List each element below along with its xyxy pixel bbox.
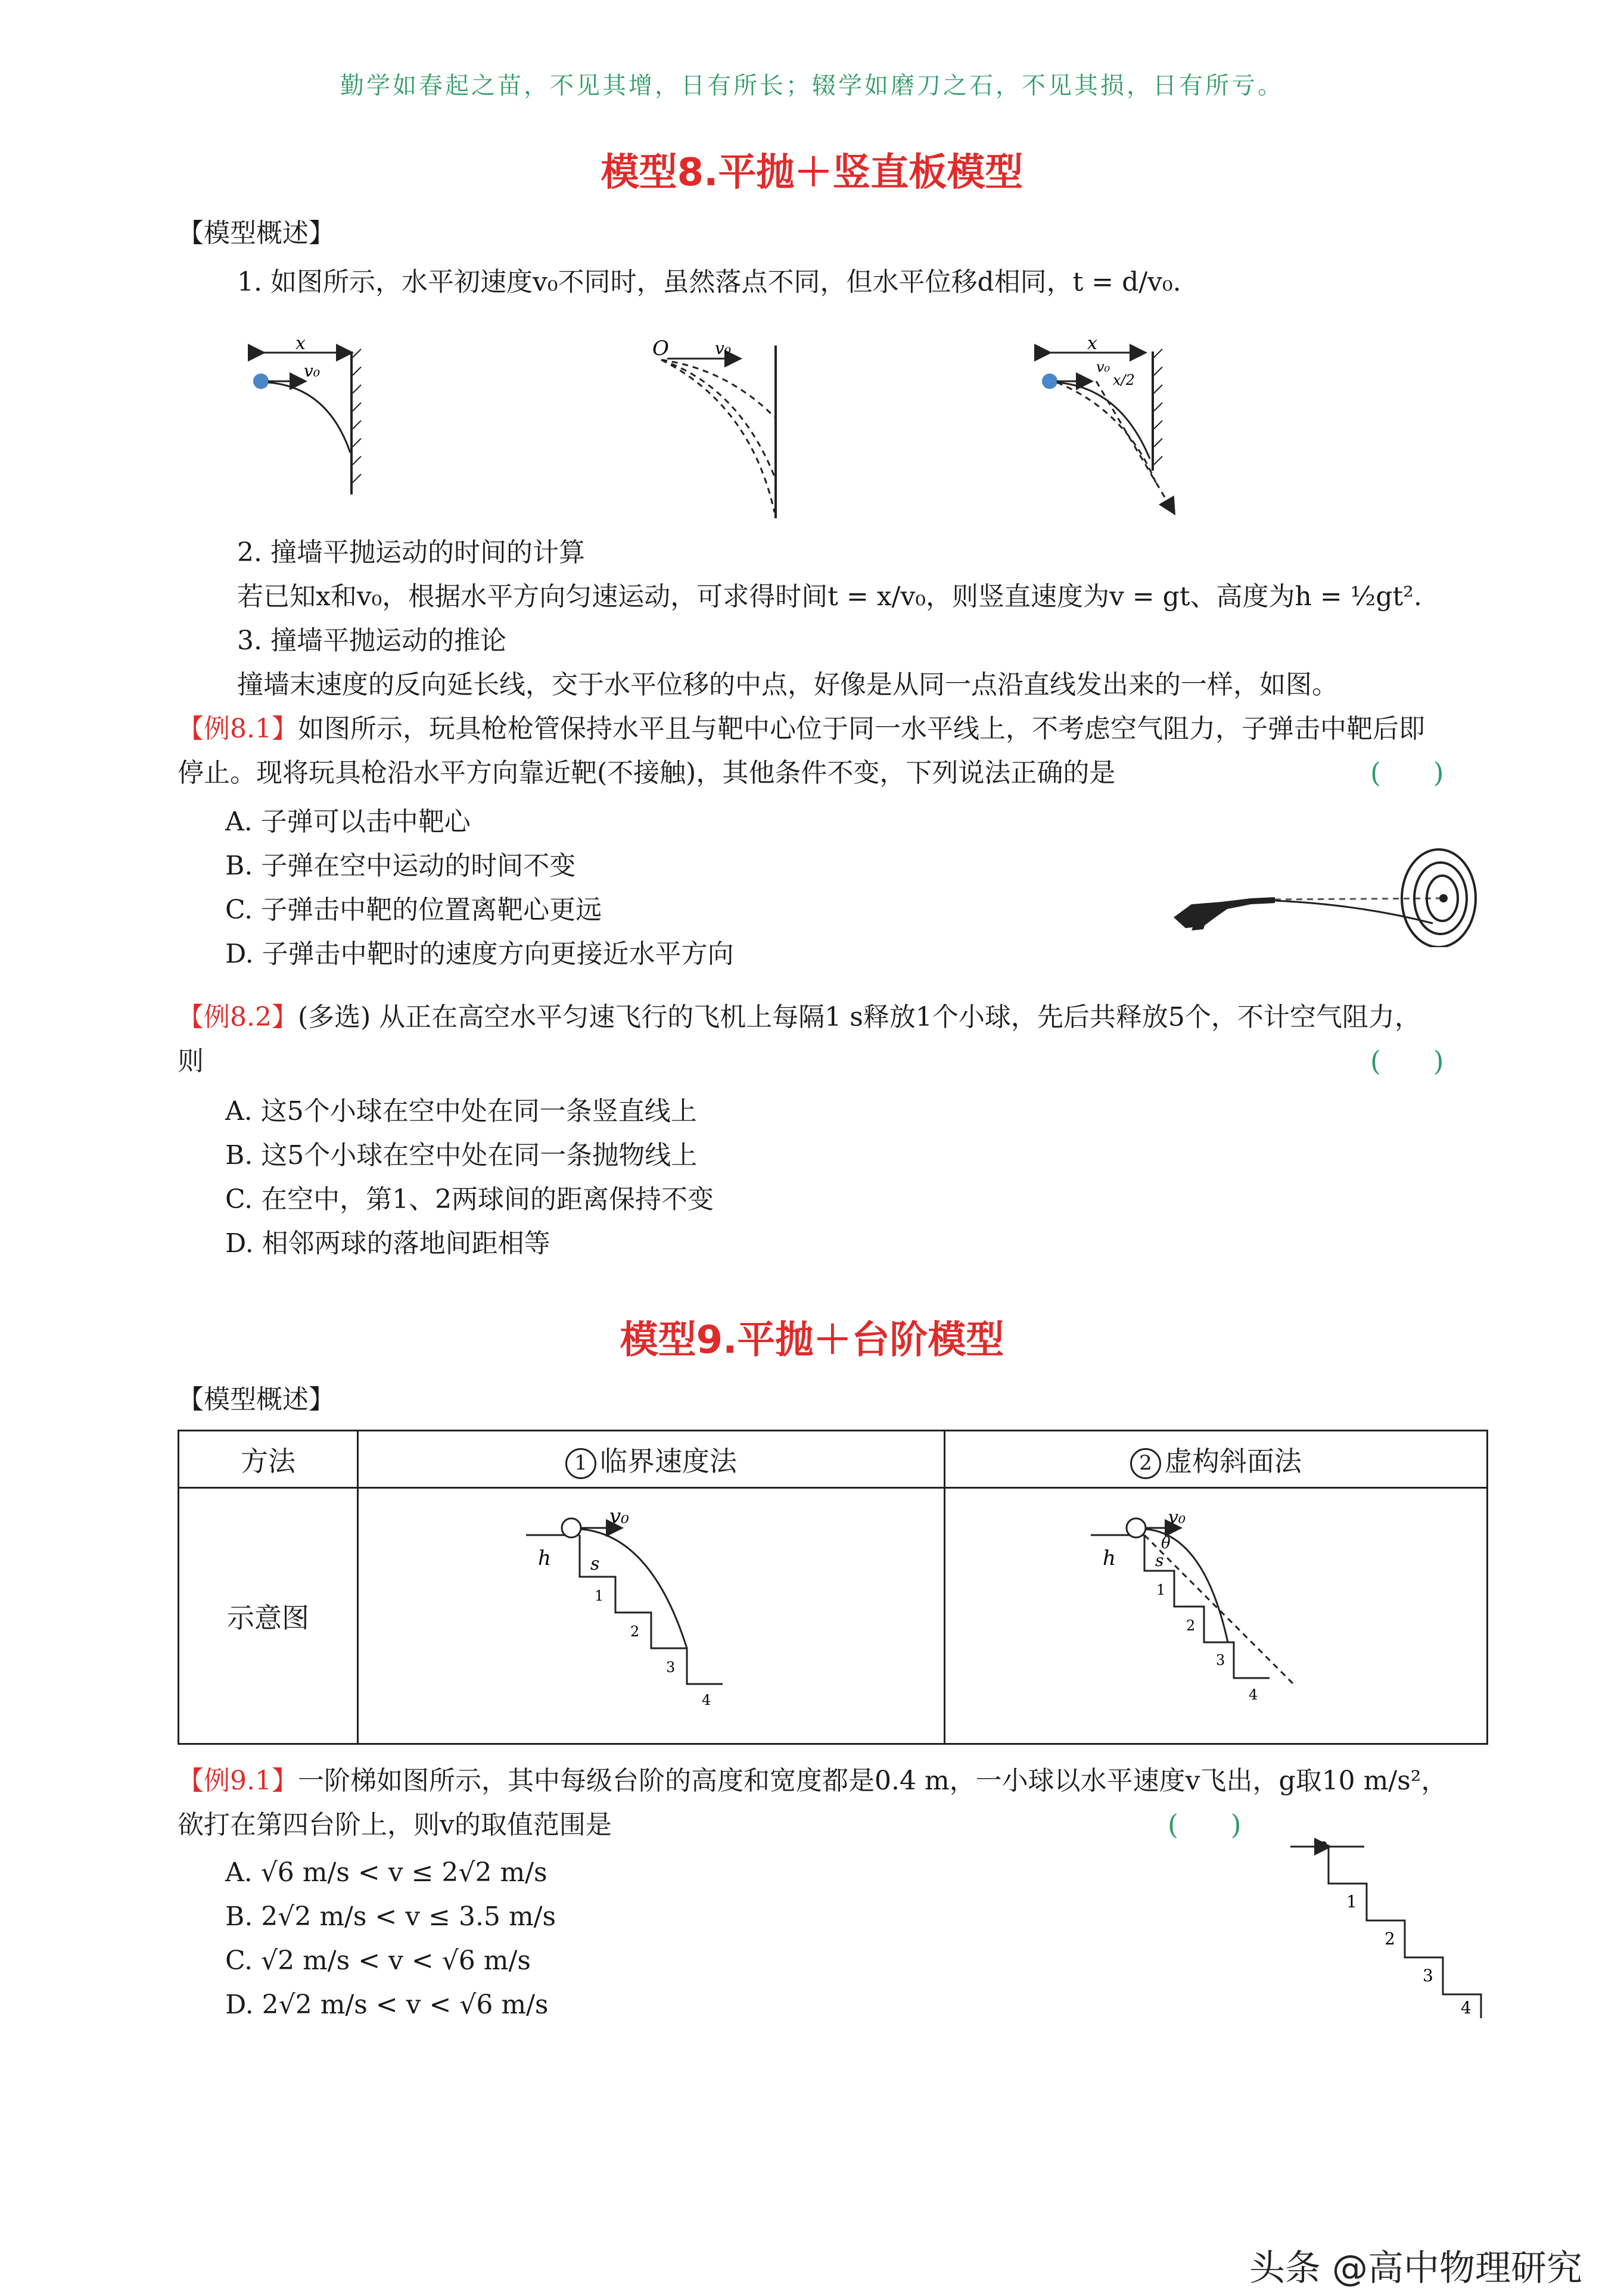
label-h: h	[538, 1546, 551, 1570]
step-1: 1	[595, 1587, 604, 1604]
step-4: 4	[1249, 1686, 1258, 1703]
model8-point3-body: 撞墙末速度的反向延长线，交于水平位移的中点，好像是从同一点沿直线发出来的一样，如图。	[237, 670, 1338, 700]
ex82-answer-paren: ( )	[1370, 1045, 1444, 1077]
circled-number: 1	[565, 1448, 596, 1479]
step-4: 4	[1461, 1998, 1471, 2018]
step-1: 1	[1156, 1582, 1166, 1598]
fig3-label-v0: v₀	[1096, 359, 1110, 375]
model8-point1: 1. 如图所示，水平初速度v₀不同时，虽然落点不同，但水平位移d相同，t = d/v₀.	[237, 267, 1181, 297]
fig3-label-x: x	[1087, 334, 1097, 354]
step-3: 3	[1423, 1966, 1433, 1985]
ex82-option-b[interactable]: B. 这5个小球在空中处在同一条抛物线上	[225, 1140, 698, 1171]
step-2: 2	[1186, 1617, 1196, 1634]
model8-point2-title: 2. 撞墙平抛运动的时间的计算	[237, 537, 585, 568]
fig1-label-v0: v₀	[304, 361, 321, 381]
ex91-option-d[interactable]: D. 2√2 m/s < v < √6 m/s	[225, 1990, 549, 2020]
ex81-option-a[interactable]: A. 子弹可以击中靶心	[225, 807, 471, 837]
figure-wall-3	[1042, 334, 1174, 512]
table-cell-virtual-slope-diagram	[945, 1488, 1488, 1744]
ex91-stem2: 欲打在第四台阶上，则v的取值范围是	[178, 1810, 612, 1840]
table-header-virtual-slope: 2 虚构斜面法	[945, 1431, 1488, 1488]
model8-point2-body: 若已知x和v₀，根据水平方向匀速运动，可求得时间t = x/v₀，则竖直速度为v = gt、高度为h = ½gt².	[237, 581, 1422, 612]
ex91-stem1: 一阶梯如图所示，其中每级台阶的高度和宽度都是0.4 m，一小球以水平速度v飞出，g取10 m/s²，	[297, 1766, 1448, 1796]
ex91-option-b[interactable]: B. 2√2 m/s < v ≤ 3.5 m/s	[225, 1901, 556, 1932]
step-2: 2	[630, 1623, 640, 1640]
ball-icon	[1042, 373, 1057, 389]
ex82-tag: 【例8.2】	[178, 1002, 298, 1032]
fig2-label-o: O	[652, 337, 669, 360]
step-4: 4	[702, 1692, 711, 1708]
critical-speed-diagram	[514, 1499, 788, 1726]
ex81-stem2: 停止。现将玩具枪沿水平方向靠近靶(不接触)，其他条件不变，下列说法正确的是	[178, 758, 1116, 788]
table-cell-critical-speed-diagram	[358, 1488, 945, 1744]
model9-title: 模型9.平抛＋台阶模型	[620, 1318, 1004, 1362]
model8-overview-label: 【模型概述】	[178, 218, 335, 248]
step-3: 3	[666, 1659, 676, 1676]
watermark: 头条 @高中物理研究	[1249, 2248, 1582, 2289]
model9-overview-label: 【模型概述】	[178, 1384, 335, 1415]
wall-projectile-figures	[238, 334, 1203, 530]
figure-wall-1	[253, 334, 361, 494]
ex81-answer-paren: ( )	[1370, 757, 1444, 789]
fig1-label-x: x	[295, 334, 306, 354]
ex91-option-c[interactable]: C. √2 m/s < v < √6 m/s	[225, 1946, 531, 1976]
header-motto: 勤学如春起之苗，不见其增，日有所长；辍学如磨刀之石，不见其损，日有所亏。	[340, 72, 1284, 99]
ball-icon	[253, 373, 269, 389]
ex81-stem1: 如图所示，玩具枪枪管保持水平且与靶中心位于同一水平线上，不考虑空气阻力，子弹击中靶后即	[297, 714, 1425, 744]
ex91-tag: 【例9.1】	[178, 1766, 298, 1796]
label-s: s	[1155, 1551, 1164, 1570]
ex82-option-a[interactable]: A. 这5个小球在空中处在同一条竖直线上	[225, 1096, 697, 1126]
label-s: s	[590, 1554, 600, 1574]
figure-wall-2	[652, 337, 776, 518]
gun-target-figure	[1168, 828, 1477, 947]
method-table	[178, 1430, 1488, 1745]
fig3-label-half-x: x/2	[1113, 372, 1135, 388]
label-v0: v₀	[609, 1505, 629, 1529]
virtual-slope-diagram	[1079, 1499, 1353, 1726]
toy-gun-icon	[1174, 897, 1275, 930]
ex82-stem2: 则	[178, 1046, 204, 1076]
model8-title: 模型8.平抛＋竖直板模型	[601, 151, 1023, 195]
ex81-stem-line1	[178, 712, 1425, 746]
step-1: 1	[1346, 1892, 1357, 1912]
fig2-label-v0: v₀	[715, 338, 732, 358]
step-2: 2	[1385, 1929, 1395, 1948]
table-header-method: 方法	[179, 1431, 358, 1488]
ex82-stem1: (多选) 从正在高空水平匀速飞行的飞机上每隔1 s释放1个小球，先后共释放5个，不计空气阻力，	[297, 1002, 1421, 1032]
label-h: h	[1103, 1546, 1116, 1570]
label-v0: v₀	[1168, 1507, 1186, 1528]
ex81-option-b[interactable]: B. 子弹在空中运动的时间不变	[225, 851, 576, 881]
ex91-answer-paren: ( )	[1168, 1808, 1242, 1841]
ex81-option-c[interactable]: C. 子弹击中靶的位置离靶心更远	[225, 895, 602, 925]
staircase-figure	[1287, 1829, 1489, 2025]
ex81-tag: 【例8.1】	[178, 714, 298, 744]
table-header-critical-speed: 1 临界速度法	[358, 1431, 945, 1488]
ex82-option-d[interactable]: D. 相邻两球的落地间距相等	[225, 1228, 550, 1259]
ex91-stem-line1	[178, 1764, 1447, 1798]
ball-icon	[1321, 1841, 1327, 1847]
model8-point3-title: 3. 撞墙平抛运动的推论	[237, 625, 506, 656]
ex82-option-c[interactable]: C. 在空中，第1、2两球间的距离保持不变	[225, 1184, 714, 1215]
ex91-option-a[interactable]: A. √6 m/s < v ≤ 2√2 m/s	[225, 1857, 547, 1888]
table-row-label-diagram: 示意图	[179, 1488, 358, 1744]
ex81-option-d[interactable]: D. 子弹击中靶时的速度方向更接近水平方向	[225, 939, 734, 969]
circled-number: 2	[1130, 1448, 1161, 1479]
ex82-stem-line1	[178, 1001, 1421, 1034]
step-3: 3	[1216, 1652, 1225, 1669]
label-theta: θ	[1161, 1534, 1171, 1552]
